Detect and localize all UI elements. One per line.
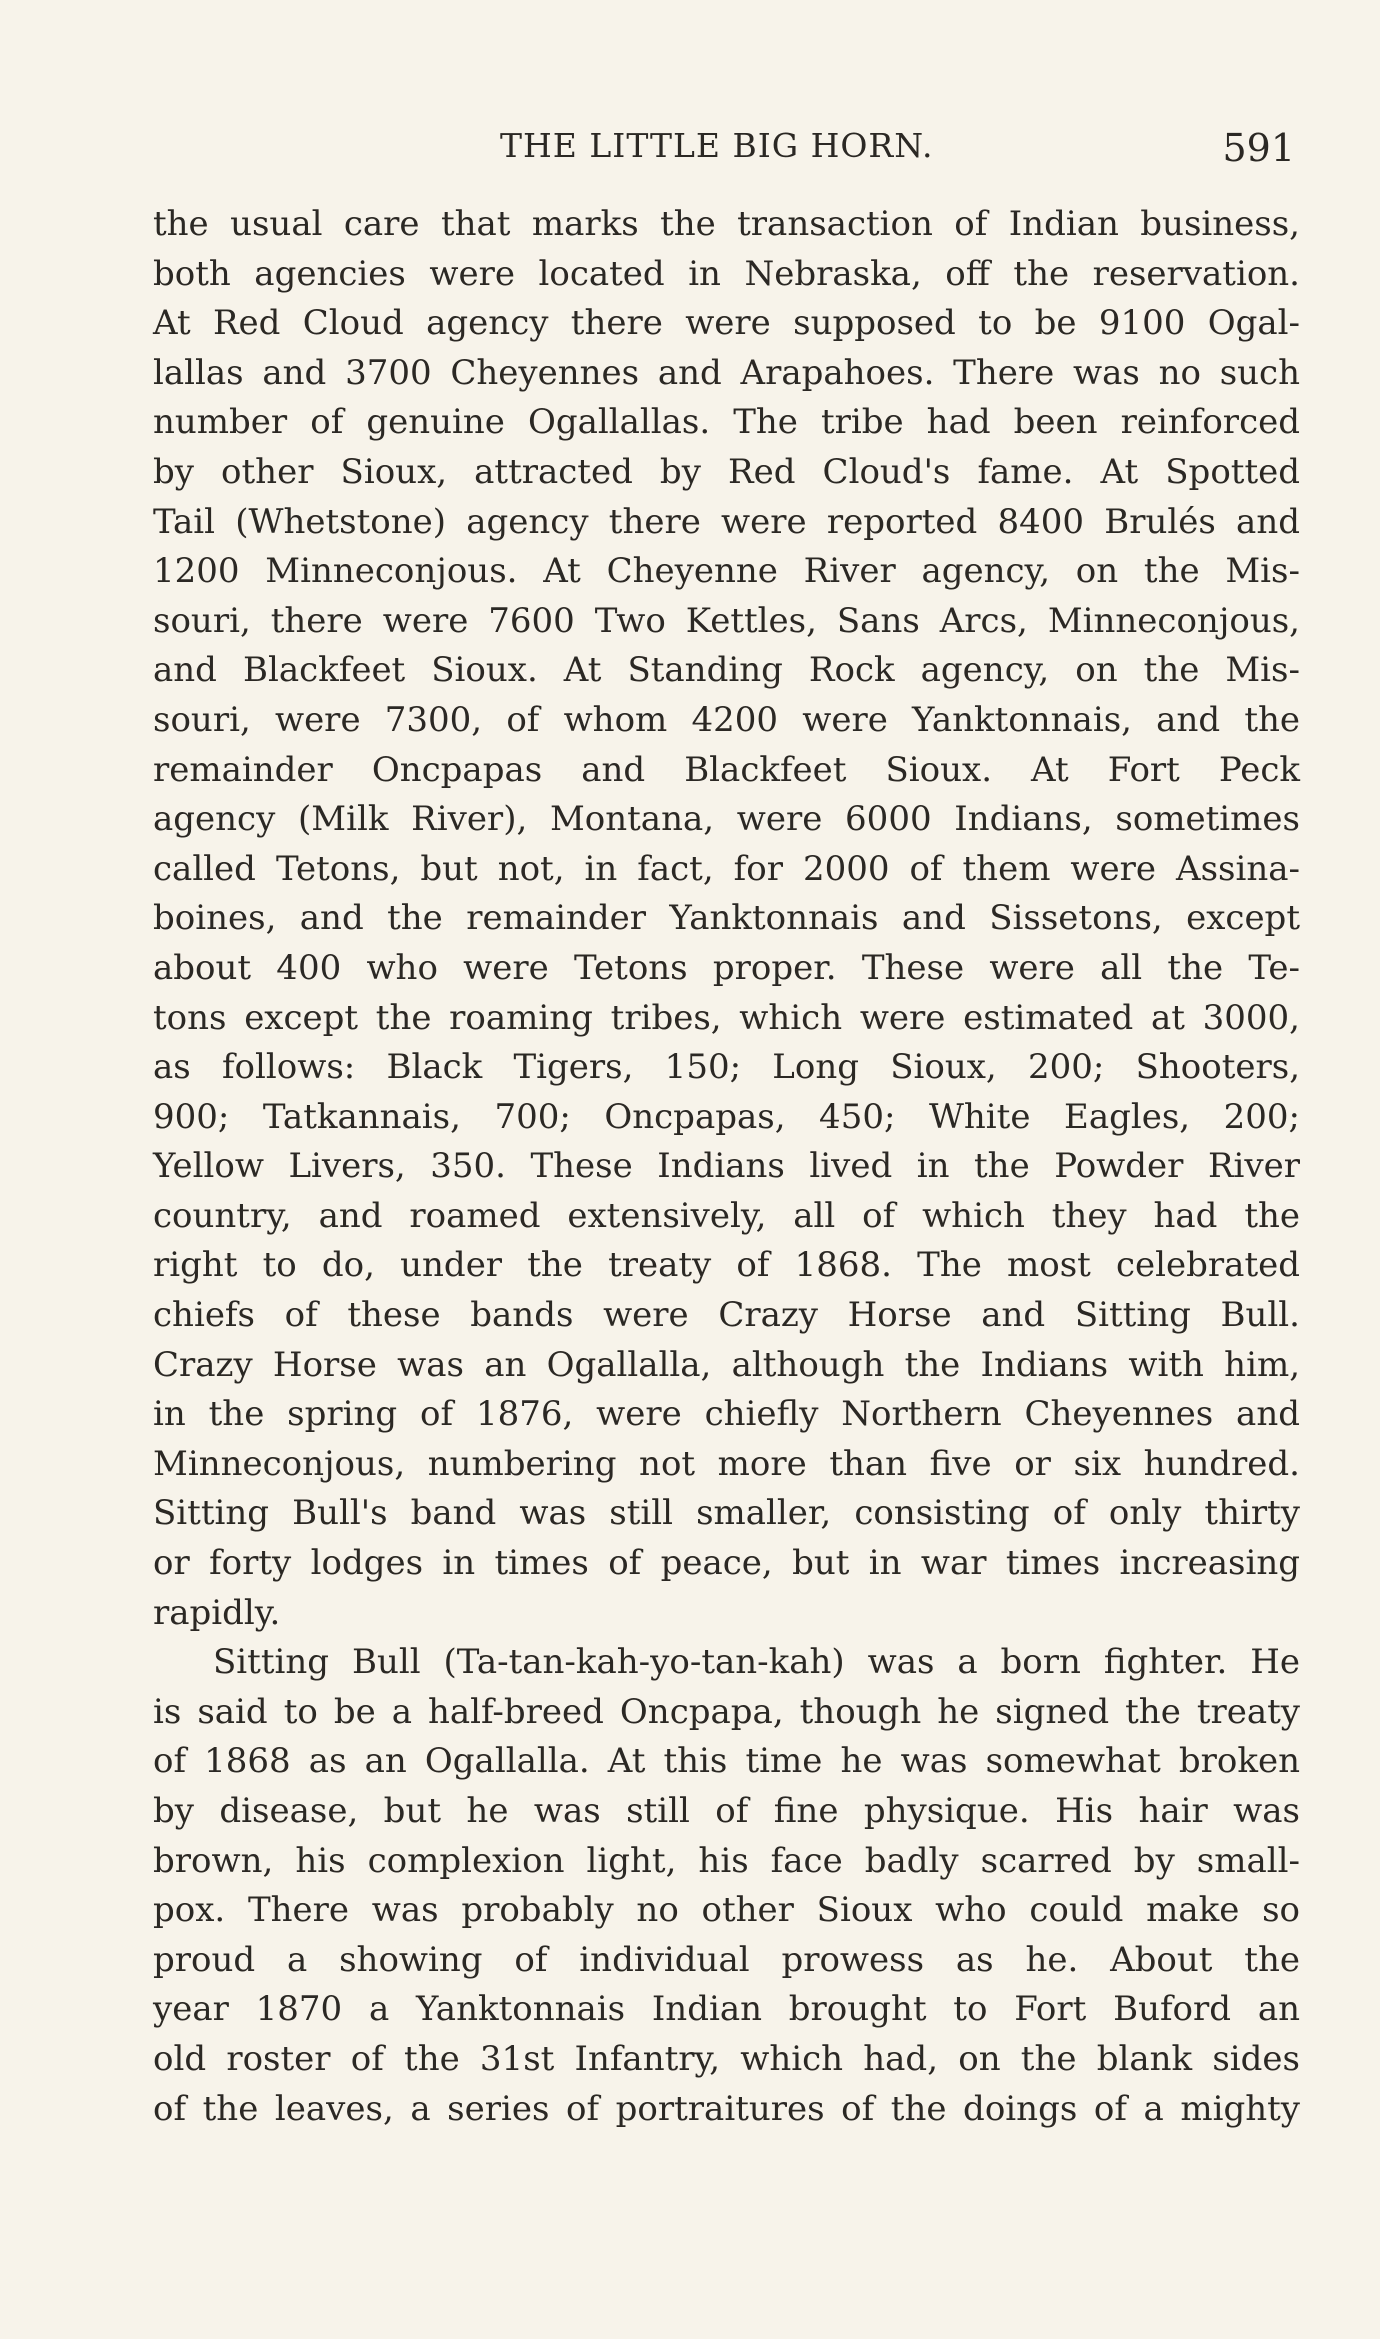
- text-line: called Tetons, but not, in fact, for 2000 of them were Assina-: [153, 848, 1300, 889]
- body-text: [153, 200, 1300, 2134]
- text-line: by other Sioux, attracted by Red Cloud's fame. At Spotted: [153, 451, 1300, 492]
- text-line: Minneconjous, numbering not more than five or six hundred.: [153, 1443, 1300, 1484]
- text-line: about 400 who were Tetons proper. These were all the Te-: [153, 947, 1300, 988]
- text-line: souri, there were 7600 Two Kettles, Sans Arcs, Minneconjous,: [153, 600, 1300, 641]
- text-line: 1200 Minneconjous. At Cheyenne River agency, on the Mis-: [153, 551, 1300, 592]
- text-line: Crazy Horse was an Ogallalla, although the Indians with him,: [153, 1344, 1300, 1385]
- text-line: tons except the roaming tribes, which were estimated at 3000,: [153, 997, 1300, 1038]
- text-line: by disease, but he was still of fine physique. His hair was: [153, 1791, 1300, 1831]
- text-line: At Red Cloud agency there were supposed to be 9100 Ogal-: [153, 303, 1300, 344]
- text-line: number of genuine Ogallallas. The tribe had been reinforced: [153, 402, 1300, 443]
- text-line: souri, were 7300, of whom 4200 were Yanktonnais, and the: [153, 699, 1300, 740]
- text-line: of 1868 as an Ogallalla. At this time he was somewhat broken: [153, 1741, 1300, 1782]
- text-line: agency (Milk River), Montana, were 6000 Indians, sometimes: [153, 799, 1300, 840]
- text-line: Sitting Bull's band was still smaller, consisting of only thirty: [153, 1493, 1300, 1534]
- page-number: 591: [1222, 126, 1295, 170]
- text-line: and Blackfeet Sioux. At Standing Rock agency, on the Mis-: [153, 650, 1300, 691]
- text-line: Tail (Whetstone) agency there were reported 8400 Brulés and: [153, 501, 1300, 542]
- text-line: right to do, under the treaty of 1868. The most celebrated: [153, 1245, 1300, 1286]
- running-head: THE LITTLE BIG HORN.: [500, 126, 934, 165]
- text-line: the usual care that marks the transaction of Indian business,: [153, 204, 1300, 244]
- text-line: pox. There was probably no other Sioux who could make so: [153, 1890, 1300, 1931]
- text-line: lallas and 3700 Cheyennes and Arapahoes. There was no such: [153, 352, 1300, 393]
- text-line: as follows: Black Tigers, 150; Long Sioux, 200; Shooters,: [153, 1047, 1300, 1088]
- text-line: remainder Oncpapas and Blackfeet Sioux. At Fort Peck: [153, 749, 1300, 790]
- text-line: country, and roamed extensively, all of which they had the: [153, 1195, 1300, 1236]
- text-line: proud a showing of individual prowess as he. About the: [153, 1939, 1300, 1980]
- text-line: boines, and the remainder Yanktonnais and Sissetons, except: [153, 898, 1300, 939]
- text-line-paragraph-start: Sitting Bull (Ta-tan-kah-yo-tan-kah) was a born fighter. He: [213, 1642, 1300, 1683]
- text-line: old roster of the 31st Infantry, which had, on the blank sides: [153, 2038, 1300, 2079]
- text-line: brown, his complexion light, his face badly scarred by small-: [153, 1840, 1300, 1881]
- text-line-paragraph-end: rapidly.: [153, 1592, 281, 1633]
- text-line: year 1870 a Yanktonnais Indian brought to Fort Buford an: [153, 1989, 1300, 2030]
- text-line: Yellow Livers, 350. These Indians lived in the Powder River: [153, 1146, 1300, 1187]
- text-line: in the spring of 1876, were chiefly Northern Cheyennes and: [153, 1394, 1300, 1435]
- text-line: of the leaves, a series of portraitures of the doings of a mighty: [153, 2088, 1300, 2129]
- text-line: or forty lodges in times of peace, but in war times increasing: [153, 1543, 1300, 1584]
- page-header: [500, 126, 1295, 176]
- text-line: 900; Tatkannais, 700; Oncpapas, 450; White Eagles, 200;: [153, 1096, 1300, 1137]
- text-line: is said to be a half-breed Oncpapa, though he signed the treaty: [153, 1691, 1300, 1732]
- text-line: chiefs of these bands were Crazy Horse and Sitting Bull.: [153, 1295, 1300, 1336]
- text-line: both agencies were located in Nebraska, off the reservation.: [153, 253, 1300, 294]
